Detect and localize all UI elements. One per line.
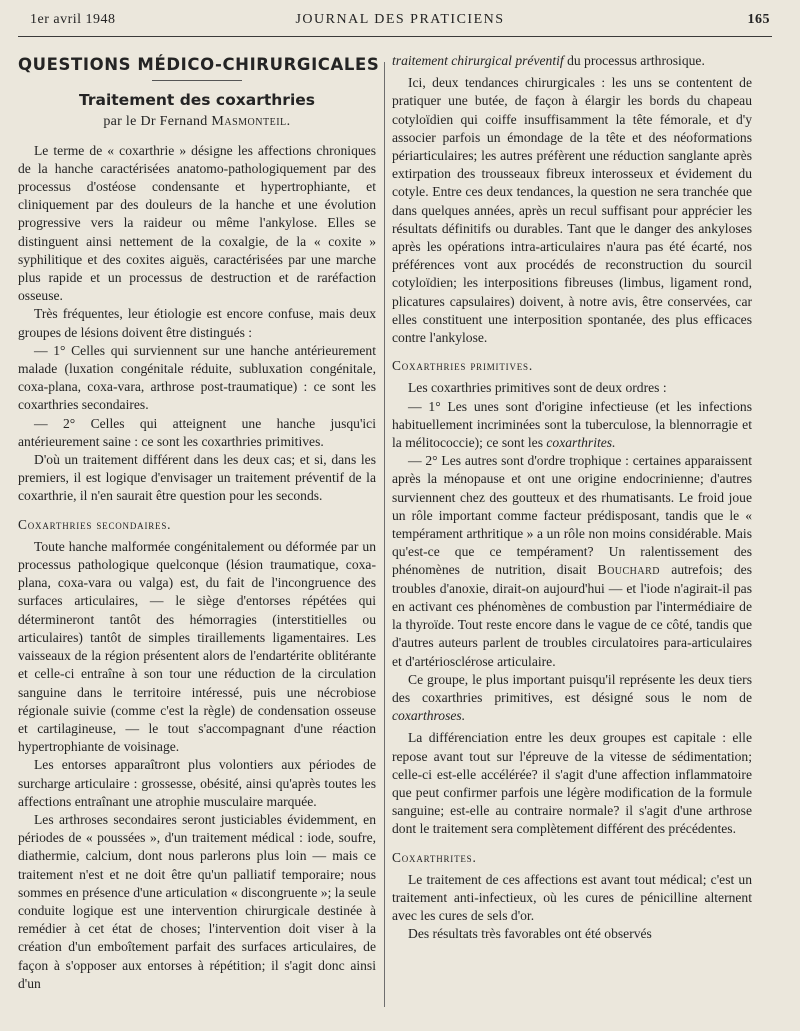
surgical-paragraph: Ici, deux tendances chirurgicales : les uns se contentent de pratiquer une butée, de façon à élargir les bords du chapeau cotyloïdien qui coiffe insuffisamment la tête fémorale, et d'y associer parfois un émondage de la tête et des néoformations périarticulaires; les autres préfèrent une réduction sanglante après extirpation des trousseaux fibreux interosseux et évidement du cotyle. Entre ces deux tendances, la question ne sera tranchée que dans quelques années, après un recul suffisant pour apprécier les résultats définitifs ou durables. Tant que le danger des ankyloses après les opérations intra-articulaires n'aura pas été écarté, nos préférences vont aux procédés de reconstruction du sourcil cotyloïdien; les interpositions fibreuses (limbus, ligament rond, plicatures capsulaires) doivent, à notre avis, être conservées, car elles constituent une interposition spontanée, des plus efficaces contre l'ankylose. — [392, 75, 752, 346]
secondary-paragraph: Toute hanche malformée congénitalement ou déformée par un processus pathologique quelconque (lésion traumatique, coxa-plana, coxa-vara ou valga) est, du fait de l'incongruence des surfaces articulaires, — le siège d'entorses répétées qui détermineront tantôt des hémorragies (interstitielles ou articulaires) tantôt de simples tiraillements ligamentaires. Les vaisseaux de la région présentent alors de l'endartérite oblitérante et celle-ci entraîne à son tour une réduction de la circulation sanguine dans le territoire intéressé, puis une nécrobiose régionale suivie (comme c'est la règle) de condensation osseuse et cartilagineuse, — le tout s'accompagnant d'une réaction hypertrophiante de voisinage. — [18, 538, 376, 755]
byline-prefix: par le Dr Fernand — [103, 114, 208, 130]
intro-paragraph: — 1° Celles qui surviennent sur une hanche antérieurement malade (luxation congénitale réduite, subluxation congénitale, coxa-plana, coxa-vara, arthrose post-traumatique) : ce sont les coxarthries secondaires. — [18, 342, 376, 413]
primitive-item-1-text: — 1° Les unes sont d'origine infectieuse (et les infections habituellement incriminées sont la tuberculose, la blennorragie et la mélitococcie); ce sont les — [392, 398, 752, 451]
page-number: 165 — [747, 12, 770, 27]
subheading-primitive: Coxarthries primitives. — [392, 358, 533, 374]
primitive-item-1-term: coxarthrites. — [546, 435, 616, 451]
subheading-secondary: Coxarthries secondaires. — [18, 516, 172, 532]
subheading-coxarthrites: Coxarthrites. — [392, 849, 477, 865]
running-head — [30, 12, 770, 34]
continuation-italic: traitement chirurgical préventif — [392, 53, 564, 68]
section-rule — [152, 80, 242, 81]
column-divider — [384, 62, 385, 1007]
section-heading: QUESTIONS MÉDICO-CHIRURGICALES — [18, 55, 380, 74]
intro-paragraph: D'où un traitement différent dans les deux cas; et si, dans les premiers, il est logique d'envisager un traitement préventif de la coxarthrie, il n'en saurait être question pour les seconds. — [18, 452, 376, 504]
author-name: Masmonteil. — [211, 114, 291, 130]
coxarthrites-paragraph: Le traitement de ces affections est avant tout médical; c'est un traitement anti-infectieux, où les cures de pénicilline alternent avec les cures de sels d'or. — [392, 871, 752, 924]
primitive-item-1 — [392, 398, 752, 453]
group-paragraph — [392, 671, 752, 726]
primitive-intro: Les coxarthries primitives sont de deux ordres : — [408, 380, 667, 396]
secondary-paragraph: Les arthroses secondaires seront justiciables évidemment, en périodes de « poussées », d'un traitement médical : iode, soufre, diathermie, calcium, dont nous parlerons plus loin — mais ce traitement n'est et ne doit être qu'un palliatif temporaire; nous sommes en présence d'une articulation « discongruente »; la seule conduite logique est une intervention chirurgicale destinée à remédier à cet état de choses; l'intervention doit viser à la création d'un emboîtement parfait des surfaces articulaires, de façon à s'opposer aux entorses à répétition; il s'agit donc ainsi d'un — [18, 811, 376, 991]
primitive-item-2-text: — 2° Les autres sont d'ordre trophique : certaines apparaissent après la ménopause et ont une origine endocrinienne; d'autres surviennent chez des goutteux et des rhumatisants. Le froid joue un rôle important comme facteur prédisposant, tandis que le « tempérament arthritique » a un rôle non moins considérable. Mais qu'est-ce que ce tempérament? Un ralentissement des phénomènes de nutrition, disait — [392, 453, 752, 578]
primitive-item-2-rest: autrefois; des troubles d'anoxie, dirait-on aujourd'hui — et l'iode n'agirait-il pas en activant ces phénomènes de combustion par l'intermédiaire de la thyroïde. Tout reste encore dans le vague de ce côté, tandis que d'autres auteurs parlent de troubles circulatoires para-articulaires et d'artériosclérose articulaire. — [392, 562, 752, 669]
header-rule — [18, 36, 772, 37]
issue-date: 1er avril 1948 — [30, 12, 116, 27]
continuation-rest: du processus arthrosique. — [567, 53, 705, 68]
group-term: coxarthroses. — [392, 708, 466, 724]
cited-author: Bouchard — [597, 562, 661, 578]
continuation-paragraph — [392, 52, 752, 70]
intro-paragraph: Très fréquentes, leur étiologie est encore confuse, mais deux groupes de lésions doivent être distingués : — [18, 306, 376, 340]
journal-title: JOURNAL DES PRATICIENS — [295, 12, 505, 27]
final-line: Des résultats très favorables ont été observés — [408, 926, 652, 942]
secondary-paragraph: Les entorses apparaîtront plus volontiers aux périodes de surcharge articulaire : grossesse, obésité, ainsi qu'après toutes les affections entraînant une atrophie musculaire marquée. — [18, 757, 376, 809]
intro-paragraph: — 2° Celles qui atteignent une hanche jusqu'ici antérieurement saine : ce sont les coxarthries primitives. — [18, 415, 376, 449]
differentiation-paragraph: La différenciation entre les deux groupes est capitale : elle repose avant tout sur l'épreuve de la vitesse de sédimentation; celle-ci est-elle accélérée? il s'agit d'une affection inflammatoire que peut confirmer parfois une légère modification de la formule sanguine; est-elle au contraire normale? il s'agit d'une arthrose dont le traitement sera complètement différent des précédentes. — [392, 730, 752, 837]
primitive-item-2 — [392, 452, 752, 670]
right-column — [392, 52, 752, 944]
group-text: Ce groupe, le plus important puisqu'il représente les deux tiers des coxarthries primitives, est désigné sous le nom de — [392, 671, 752, 705]
byline — [18, 113, 376, 131]
left-column — [18, 52, 380, 993]
intro-paragraph: Le terme de « coxarthrie » désigne les affections chroniques de la hanche caractérisées anatomo-pathologiquement par des processus d'ostéose condensante et hypertrophiante, et cliniquement par des douleurs de la hanche et une évolution progressive vers la raideur ou même l'ankylose. Elles se distinguent ainsi nettement de la coxalgie, de la « coxite » syphilitique et des coxites aiguës, caractérisées par une marche plus rapide et un processus de destruction et de raréfaction osseuse. — [18, 142, 376, 304]
article-title: Traitement des coxarthries — [78, 91, 316, 110]
